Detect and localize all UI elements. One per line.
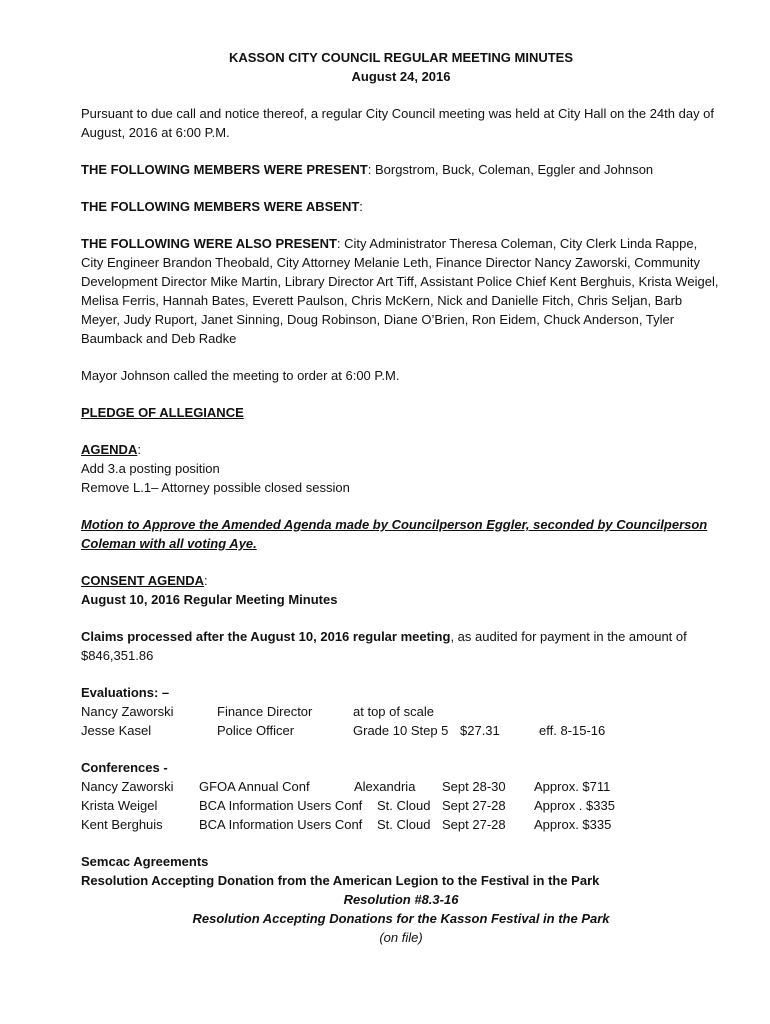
conference-cost: Approx. $711 — [534, 779, 611, 794]
evaluation-position: Police Officer — [217, 723, 295, 738]
conference-location: St. Cloud — [377, 798, 431, 813]
agenda-label: AGENDA — [81, 442, 138, 457]
evaluation-row — [81, 702, 721, 721]
conference-dates: Sept 27-28 — [442, 817, 506, 832]
absent-text: : — [359, 199, 363, 214]
conference-location: Alexandria — [354, 779, 416, 794]
evaluation-effective: eff. 8-15-16 — [539, 723, 606, 738]
conference-dates: Sept 27-28 — [442, 798, 506, 813]
consent-label: CONSENT AGENDA — [81, 573, 205, 588]
conference-location: St. Cloud — [377, 817, 431, 832]
conference-dates: Sept 28-30 — [442, 779, 506, 794]
minutes-document — [81, 48, 721, 947]
agenda-item: Add 3.a posting position — [81, 461, 220, 476]
resolution-number: Resolution #8.3-16 — [343, 892, 459, 907]
resolution-title: Resolution Accepting Donations for the Kasson Festival in the Park — [192, 911, 610, 926]
consent-heading — [81, 571, 721, 590]
agenda-item: Remove L.1– Attorney possible closed session — [81, 480, 350, 495]
members-absent — [81, 197, 721, 216]
evaluation-step: at top of scale — [353, 704, 434, 719]
evaluation-rate: $27.31 — [460, 723, 500, 738]
conference-row — [81, 815, 721, 834]
present-label: THE FOLLOWING MEMBERS WERE PRESENT — [81, 162, 368, 177]
conference-name: Nancy Zaworski — [81, 779, 174, 794]
agenda-colon: : — [137, 442, 141, 457]
also-present — [81, 234, 721, 348]
evaluation-name: Nancy Zaworski — [81, 704, 174, 719]
claims-text: , as audited for payment in the amount of $846,351.86 — [81, 629, 687, 663]
pledge-heading: PLEDGE OF ALLEGIANCE — [81, 405, 244, 420]
also-label: THE FOLLOWING WERE ALSO PRESENT — [81, 236, 337, 251]
meeting-date: August 24, 2016 — [351, 69, 451, 84]
claims-bold: Claims processed after the August 10, 2016 regular meeting — [81, 629, 451, 644]
claims-paragraph — [81, 627, 721, 665]
document-title: KASSON CITY COUNCIL REGULAR MEETING MINUTES — [228, 50, 574, 65]
consent-minutes: August 10, 2016 Regular Meeting Minutes — [81, 592, 338, 607]
evaluation-name: Jesse Kasel — [81, 723, 152, 738]
agenda-heading — [81, 440, 721, 459]
conference-title: BCA Information Users Conf — [199, 798, 363, 813]
agenda-motion: Motion to Approve the Amended Agenda made by Councilperson Eggler, seconded by Councilperson Coleman with all voting Aye. — [81, 517, 708, 551]
semcac-heading: Semcac Agreements — [81, 854, 209, 869]
members-present — [81, 160, 721, 179]
conference-name: Krista Weigel — [81, 798, 158, 813]
on-file-note: (on file) — [379, 930, 423, 945]
present-text: : Borgstrom, Buck, Coleman, Eggler and Johnson — [367, 162, 654, 177]
intro-paragraph: Pursuant to due call and notice thereof, a regular City Council meeting was held at City Hall on the 24th day of August, 2016 at 6:00 P.M. — [81, 106, 715, 140]
conference-title: GFOA Annual Conf — [199, 779, 310, 794]
absent-label: THE FOLLOWING MEMBERS WERE ABSENT — [81, 199, 360, 214]
conference-cost: Approx. $335 — [534, 817, 612, 832]
call-to-order: Mayor Johnson called the meeting to order at 6:00 P.M. — [81, 368, 400, 383]
conference-row — [81, 777, 721, 796]
also-text: : City Administrator Theresa Coleman, City Clerk Linda Rappe, City Engineer Brandon Theobald, City Attorney Melanie Leth, Finance Director Nancy Zaworski, Community Development Director Mike Martin, Library Director Art Tiff, Assistant Police Chief Kent Berghuis, Krista Weigel, Melisa Ferris, Hannah Bates, Everett Paulson, Chris McKern, Nick and Danielle Fitch, Chris Seljan, Barb Meyer, Judy Ruport, Janet Sinning, Doug Robinson, Diane O’Brien, Ron Eidem, Chuck Anderson, Tyler Baumback and Deb Radke — [81, 236, 719, 346]
consent-colon: : — [204, 573, 208, 588]
conference-name: Kent Berghuis — [81, 817, 163, 832]
resolution-heading: Resolution Accepting Donation from the American Legion to the Festival in the Park — [81, 873, 600, 888]
conferences-heading: Conferences - — [81, 760, 168, 775]
conference-row — [81, 796, 721, 815]
conference-cost: Approx . $335 — [534, 798, 615, 813]
evaluations-heading: Evaluations: – — [81, 685, 170, 700]
evaluation-step: Grade 10 Step 5 — [353, 723, 449, 738]
evaluation-row — [81, 721, 721, 740]
evaluation-position: Finance Director — [217, 704, 313, 719]
conference-title: BCA Information Users Conf — [199, 817, 363, 832]
